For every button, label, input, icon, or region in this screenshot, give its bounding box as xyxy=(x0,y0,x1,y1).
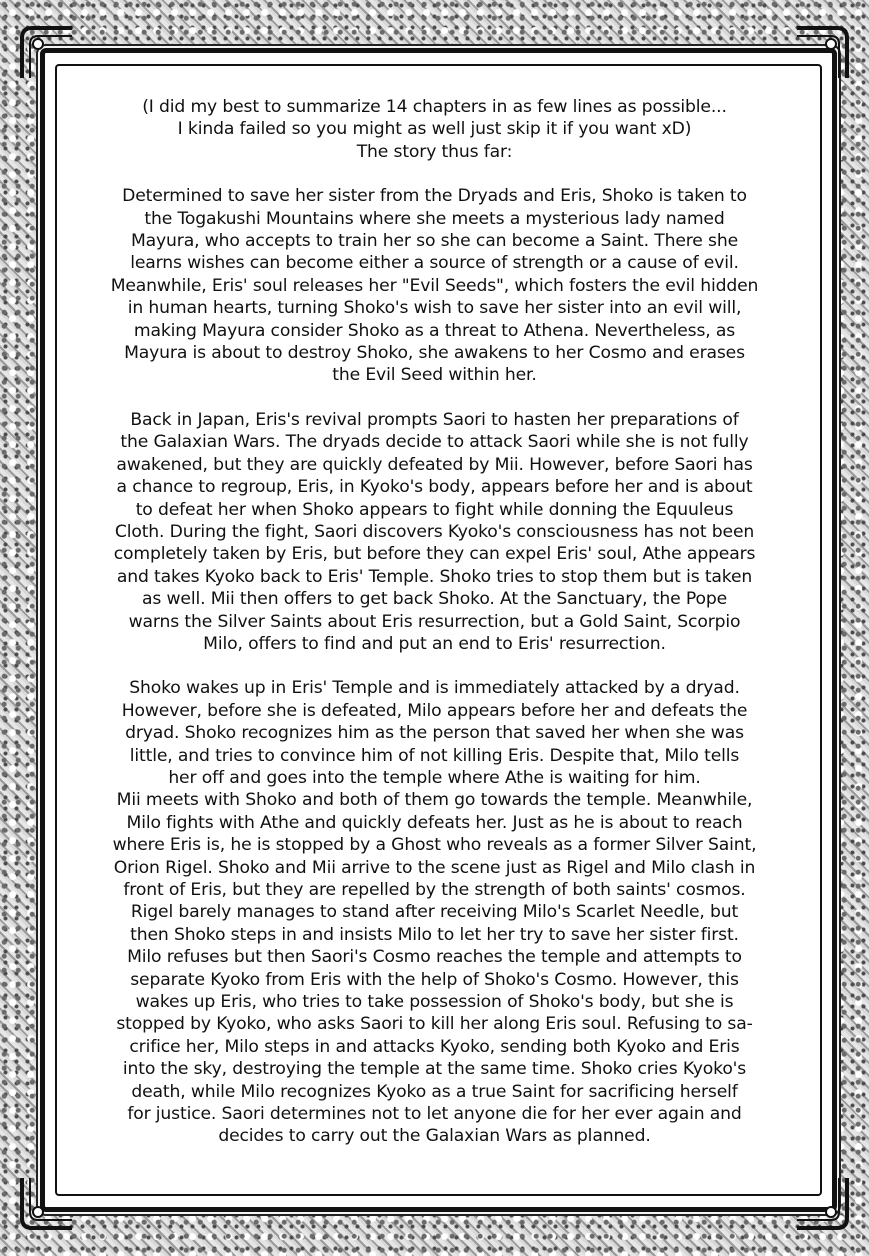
paragraph-line: the Galaxian Wars. The dryads decide to attack Saori while she is not fully xyxy=(120,432,749,453)
paragraph-line: dryad. Shoko recognizes him as the person that saved her when she was xyxy=(125,723,744,744)
paragraph-japan xyxy=(88,409,781,655)
paragraph-line: Rigel barely manages to stand after receiving Milo's Scarlet Needle, but xyxy=(130,902,739,923)
paragraph-line: Mayura is about to destroy Shoko, she awakens to her Cosmo and erases xyxy=(124,343,745,364)
paragraph-line: Orion Rigel. Shoko and Mii arrive to the scene just as Rigel and Milo clash in xyxy=(113,857,756,878)
paragraph-line: Mayura, who accepts to train her so she can become a Saint. There she xyxy=(130,231,739,252)
paragraph-line: front of Eris, but they are repelled by the strength of both saints' cosmos. xyxy=(123,880,746,900)
paragraph-line: the Togakushi Mountains where she meets a mysterious lady named xyxy=(144,208,725,229)
paragraph-line: stopped by Kyoko, who asks Saori to kill her along Eris soul. Refusing to sa- xyxy=(116,1014,753,1035)
paragraph-line: then Shoko steps in and insists Milo to let her try to save her sister first. xyxy=(130,924,739,945)
paragraph-line: a chance to regroup, Eris, in Kyoko's body, appears before her and is about xyxy=(116,477,753,498)
paragraph-training xyxy=(88,185,781,387)
intro-line: (I did my best to summarize 14 chapters in as few lines as possible... xyxy=(142,97,727,117)
paragraph-line: into the sky, destroying the temple at the same time. Shoko cries Kyoko's xyxy=(122,1059,747,1080)
paragraph-line: Cloth. During the fight, Saori discovers Kyoko's consciousness has not been xyxy=(114,521,755,542)
paragraph-gap xyxy=(88,655,781,677)
paragraph-line: little, and tries to convince him of not killing Eris. Despite that, Milo tells xyxy=(129,745,740,766)
paragraph-temple xyxy=(88,677,781,1148)
paragraph-line: Determined to save her sister from the Dryads and Eris, Shoko is taken to xyxy=(122,186,747,207)
paragraph-line: learns wishes can become either a source of strength or a cause of evil. xyxy=(130,253,739,274)
paragraph-line: Meanwhile, Eris' soul releases her "Evil Seeds", which fosters the evil hidden xyxy=(110,275,759,296)
paragraph-gap xyxy=(88,387,781,409)
paragraph-line: for justice. Saori determines not to let anyone die for her ever again and xyxy=(127,1104,742,1125)
paragraph-line: making Mayura consider Shoko as a threat to Athena. Nevertheless, as xyxy=(133,320,736,341)
paragraph-line: Shoko wakes up in Eris' Temple and is immediately attacked by a dryad. xyxy=(129,678,740,699)
paragraph-line: Milo, offers to find and put an end to Eris' resurrection. xyxy=(203,633,666,654)
paragraph-line: and takes Kyoko back to Eris' Temple. Shoko tries to stop them but is taken xyxy=(116,566,753,587)
paragraph-line: warns the Silver Saints about Eris resurrection, but a Gold Saint, Scorpio xyxy=(128,611,741,632)
paragraph-line: her off and goes into the temple where Athe is waiting for him. xyxy=(168,767,701,788)
intro-block xyxy=(88,96,781,163)
paragraph-line: completely taken by Eris, but before they can expel Eris' soul, Athe appears xyxy=(113,544,756,565)
paragraph-line: crifice her, Milo steps in and attacks Kyoko, sending both Kyoko and Eris xyxy=(129,1036,740,1057)
paragraph-line: decides to carry out the Galaxian Wars as planned. xyxy=(218,1126,651,1147)
summary-text-block xyxy=(88,96,781,1148)
paragraph-line: Milo fights with Athe and quickly defeats her. Just as he is about to reach xyxy=(126,812,743,833)
paragraph-line: to defeat her when Shoko appears to fight while donning the Equuleus xyxy=(135,499,734,520)
paragraph-line: separate Kyoko from Eris with the help of Shoko's Cosmo. However, this xyxy=(130,969,739,990)
paragraph-line: as well. Mii then offers to get back Shoko. At the Sanctuary, the Pope xyxy=(141,589,728,610)
intro-line: I kinda failed so you might as well just skip it if you want xD) xyxy=(177,119,692,140)
paragraph-line: where Eris is, he is stopped by a Ghost who reveals as a former Silver Saint, xyxy=(112,835,757,856)
paragraph-line: Mii meets with Shoko and both of them go towards the temple. Meanwhile, xyxy=(116,790,753,811)
paragraph-line: wakes up Eris, who tries to take possession of Shoko's body, but she is xyxy=(135,992,734,1013)
paragraph-line: death, while Milo recognizes Kyoko as a true Saint for sacrificing herself xyxy=(131,1081,738,1102)
paragraph-line: However, before she is defeated, Milo appears before her and defeats the xyxy=(121,700,748,721)
paragraph-line: the Evil Seed within her. xyxy=(332,365,537,386)
paragraph-line: Milo refuses but then Saori's Cosmo reaches the temple and attempts to xyxy=(127,947,742,968)
intro-heading: The story thus far: xyxy=(356,141,513,162)
paragraph-line: in human hearts, turning Shoko's wish to save her sister into an evil will, xyxy=(127,298,742,319)
paragraph-line: Back in Japan, Eris's revival prompts Saori to hasten her preparations of xyxy=(130,409,739,430)
paragraph-gap xyxy=(88,163,781,185)
paragraph-line: awakened, but they are quickly defeated by Mii. However, before Saori has xyxy=(116,454,753,475)
